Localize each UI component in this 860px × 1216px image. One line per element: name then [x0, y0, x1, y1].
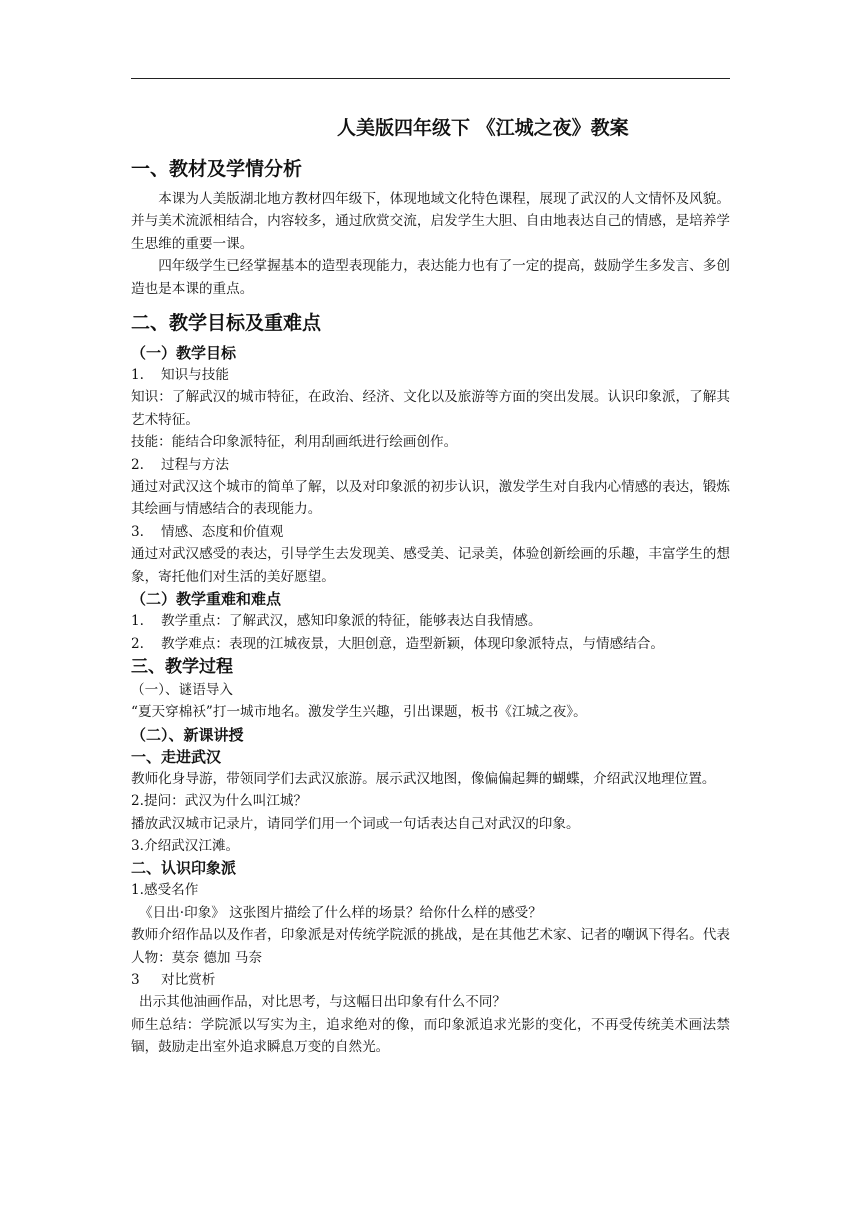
goal-2-title — [131, 454, 730, 476]
goal-2-number: 2. — [131, 456, 144, 473]
s3-b2-item-3 — [131, 969, 730, 991]
s3-b2-text-6: 师生总结：学院派以写实为主，追求绝对的像，而印象派追求光影的变化，不再受传统美术画法禁锢，鼓励走出室外追求瞬息万变的自然光。 — [131, 1016, 730, 1056]
keypoint-2-text: 教学难点：表现的江城夜景，大胆创意，造型新颖，体现印象派特点，与情感结合。 — [161, 635, 664, 652]
s1-paragraph-2: 四年级学生已经掌握基本的造型表现能力，表达能力也有了一定的提高，鼓励学生多发言、多创造也是本课的重点。 — [131, 258, 730, 297]
s3-part-a-title: （一）、谜语导入 — [131, 681, 233, 698]
goal-3-label: 情感、态度和价值观 — [161, 523, 284, 540]
keypoint-1 — [131, 610, 730, 632]
goal-3-title — [131, 521, 730, 543]
document-title: 人美版四年级下 《江城之夜》教案 — [337, 117, 629, 139]
s3-b1-text-3: 播放武汉城市记录片，请同学们用一个词或一句话表达自己对武汉的印象。 — [131, 815, 580, 832]
goal-3-text: 通过对武汉感受的表达，引导学生去发现美、感受美、记录美，体验创新绘画的乐趣，丰富学生的想象，寄托他们对生活的美好愿望。 — [131, 546, 730, 585]
keypoint-1-text: 教学重点：了解武汉，感知印象派的特征，能够表达自我情感。 — [161, 613, 542, 630]
goal-1-skill: 技能：能结合印象派特征，利用刮画纸进行绘画创作。 — [131, 434, 458, 451]
goal-1-knowledge: 知识：了解武汉的城市特征，在政治、经济、文化以及旅游等方面的突出发展。认识印象派，了解其艺术特征。 — [131, 389, 730, 428]
header-rule — [131, 78, 730, 79]
keypoint-1-number: 1. — [131, 613, 144, 630]
goal-2-text: 通过对武汉这个城市的简单了解，以及对印象派的初步认识，激发学生对自我内心情感的表达，锻炼其绘画与情感结合的表现能力。 — [131, 479, 730, 518]
s3-b1-text-1: 教师化身导游，带领同学们去武汉旅游。展示武汉地图，像偏偏起舞的蝴蝶，介绍武汉地理位置。 — [131, 770, 716, 787]
keypoint-2 — [131, 633, 730, 655]
document-page — [131, 110, 730, 1059]
goal-1-title — [131, 364, 730, 386]
s2-subheading-goals: （一）教学目标 — [131, 344, 237, 363]
s3-b2-item-3-label: 对比赏析 — [161, 971, 216, 988]
s3-b2-title: 二、认识印象派 — [131, 859, 237, 878]
s3-b1-text-2: 2.提问：武汉为什么叫江城？ — [131, 793, 308, 810]
s3-part-a-text: “夏天穿棉袄”打一城市地名。激发学生兴趣，引出课题，板书《江城之夜》。 — [131, 704, 587, 721]
goal-1-number: 1. — [131, 367, 144, 384]
goal-3-number: 3. — [131, 523, 144, 540]
s3-part-b-title: （二）、新课讲授 — [131, 725, 244, 744]
goal-2-label: 过程与方法 — [161, 456, 229, 473]
s3-b2-text-3: 教师介绍作品以及作者，印象派是对传统学院派的挑战，是在其他艺术家、记者的嘲讽下得名。代表人物：莫奈 德加 马奈 — [131, 927, 730, 966]
section-3-heading: 三、教学过程 — [131, 656, 233, 677]
s3-b2-text-2: 《日出·印象》 这张图片描绘了什么样的场景？给你什么样的感受？ — [139, 904, 542, 921]
keypoint-2-number: 2. — [131, 635, 144, 652]
s3-b2-text-5: 出示其他油画作品，对比思考，与这幅日出印象有什么不同？ — [139, 994, 507, 1011]
s1-paragraph-1: 本课为人美版湖北地方教材四年级下，体现地域文化特色课程，展现了武汉的人文情怀及风貌。并与美术流派相结合，内容较多，通过欣赏交流，启发学生大胆、自由地表达自己的情感，是培养学生思维的重要一课。 — [131, 191, 730, 252]
goal-1-label: 知识与技能 — [161, 367, 229, 384]
s2-subheading-keypoints: （二）教学重难和难点 — [131, 590, 282, 609]
s3-b2-item-3-number: 3 — [131, 971, 140, 988]
s3-b2-text-1: 1.感受名作 — [131, 882, 199, 899]
section-1-heading: 一、教材及学情分析 — [131, 158, 303, 180]
s3-b1-title: 一、走进武汉 — [131, 747, 222, 766]
s3-b1-text-4: 3.介绍武汉江滩。 — [131, 837, 240, 854]
section-2-heading: 二、教学目标及重难点 — [131, 312, 322, 335]
